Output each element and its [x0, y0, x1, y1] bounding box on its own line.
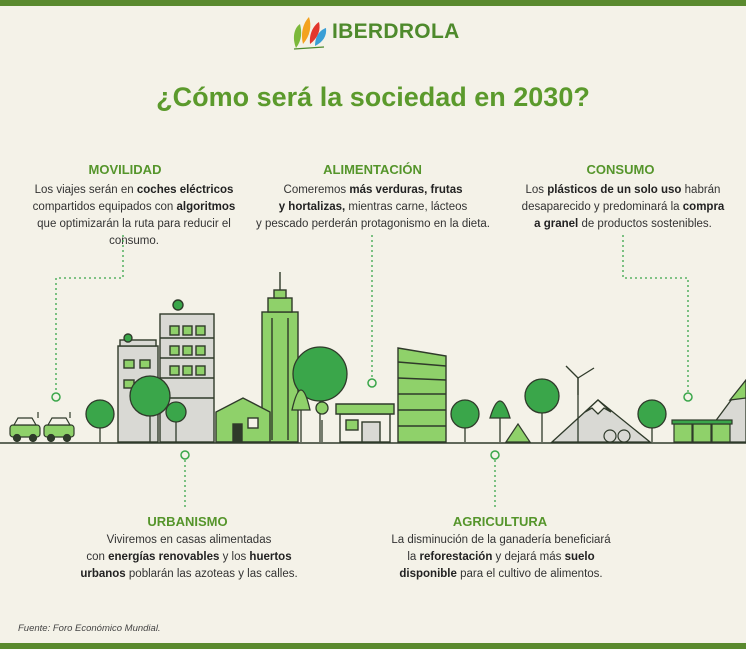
heading-consumo: CONSUMO	[586, 162, 655, 177]
desc-text: la	[407, 551, 420, 563]
bottom-border	[0, 643, 746, 649]
recycling-bins	[672, 420, 732, 442]
source-note: Fuente: Foro Económico Mundial.	[18, 623, 161, 634]
desc-emphasis: coches eléctricos	[136, 184, 234, 196]
desc-emphasis: más verduras, frutas	[349, 184, 463, 196]
desc-emphasis: a granel	[534, 218, 579, 230]
desc-text: La disminución de la ganadería beneficiará	[391, 534, 611, 546]
desc-text: desaparecido y predominará la	[521, 201, 683, 213]
desc-text: habrán	[681, 184, 721, 196]
desc-text: mientras carne, lácteos	[345, 201, 468, 213]
electric-cars	[10, 412, 74, 442]
desc-emphasis: y hortalizas,	[278, 201, 346, 213]
heading-alimentacion: ALIMENTACIÓN	[323, 162, 422, 177]
desc-text: Los viajes serán en	[34, 184, 137, 196]
brand-name: IBERDROLA	[332, 20, 460, 43]
desc-emphasis: suelo	[564, 551, 595, 563]
desc-emphasis: energías renovables	[108, 551, 220, 563]
page-title: ¿Cómo será la sociedad en 2030?	[156, 82, 590, 112]
desc-text: poblarán las azoteas y las calles.	[125, 568, 298, 580]
heading-urbanismo: URBANISMO	[147, 514, 228, 529]
desc-text: de productos sostenibles.	[578, 218, 712, 230]
desc-text: que optimizarán la ruta para reducir el consumo.	[37, 218, 231, 247]
desc-emphasis: reforestación	[419, 551, 493, 563]
desc-emphasis: algoritmos	[176, 201, 236, 213]
desc-text: con	[86, 551, 109, 563]
desc-text: Comeremos	[283, 184, 350, 196]
desc-text: y pescado perderán protagonismo en la dieta.	[256, 218, 490, 230]
desc-text: compartidos equipados con	[32, 201, 177, 213]
desc-text: y los	[219, 551, 250, 563]
desc-emphasis: plásticos de un solo uso	[547, 184, 682, 196]
desc-emphasis: disponible	[399, 568, 457, 580]
desc-emphasis: urbanos	[80, 568, 126, 580]
desc-text: para el cultivo de alimentos.	[456, 568, 603, 580]
desc-text: Los	[525, 184, 548, 196]
desc-emphasis: huertos	[249, 551, 292, 563]
heading-agricultura: AGRICULTURA	[452, 514, 548, 529]
heading-movilidad: MOVILIDAD	[88, 162, 162, 177]
desc-emphasis: compra	[682, 201, 725, 213]
desc-text: y dejará más	[492, 551, 565, 563]
desc-text: Viviremos en casas alimentadas	[106, 534, 272, 546]
